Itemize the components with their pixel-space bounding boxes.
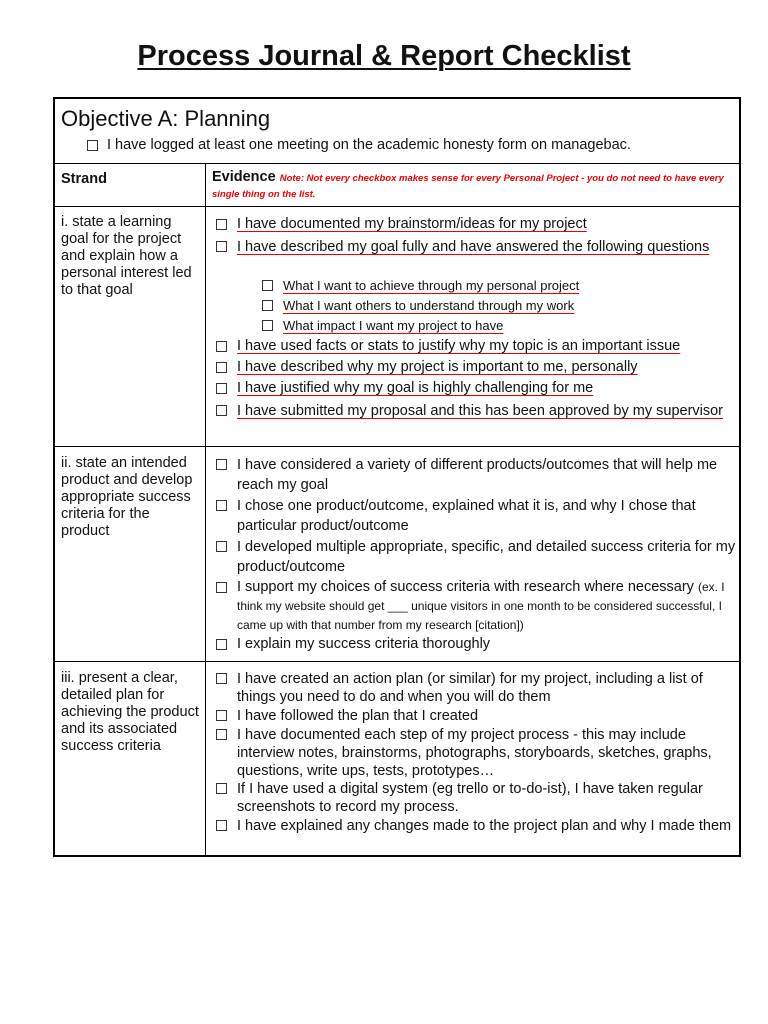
item-label: I support my choices of success criteria with research where necessary xyxy=(237,579,694,595)
list-item xyxy=(283,298,723,313)
strand-text: iii. present a clear, detailed plan for achieving the product and its associated success criteria xyxy=(61,670,199,754)
checkbox[interactable] xyxy=(216,541,227,552)
item-label: I have explained any changes made to the project plan and why I made them xyxy=(237,818,732,834)
checkbox[interactable] xyxy=(216,405,227,416)
list-item xyxy=(237,817,737,835)
list-item xyxy=(237,636,737,652)
list-item xyxy=(237,726,737,780)
list-item xyxy=(283,278,723,293)
strand-text: i. state a learning goal for the project and explain how a personal interest led to that goal xyxy=(61,214,192,298)
list-item xyxy=(237,401,737,421)
item-label: I chose one product/outcome, explained what it is, and why I chose that particular product/outcome xyxy=(237,498,696,534)
checkbox[interactable] xyxy=(216,820,227,831)
strand-header: Strand xyxy=(61,171,107,187)
evidence-header xyxy=(212,170,732,202)
page-title: Process Journal & Report Checklist xyxy=(137,40,631,72)
list-item xyxy=(237,707,737,725)
checkbox[interactable] xyxy=(262,280,273,291)
checkbox[interactable] xyxy=(216,783,227,794)
checkbox[interactable] xyxy=(216,729,227,740)
item-label: I have submitted my proposal and this has been approved by my supervisor xyxy=(237,403,724,419)
checkbox[interactable] xyxy=(216,639,227,650)
list-item xyxy=(237,537,737,577)
checkbox[interactable] xyxy=(262,300,273,311)
list-item xyxy=(237,670,737,706)
item-label: I have considered a variety of different products/outcomes that will help me reach my goal xyxy=(237,457,718,493)
list-item xyxy=(237,237,737,257)
objective-checklist-item xyxy=(87,137,631,153)
checkbox[interactable] xyxy=(216,459,227,470)
item-label: If I have used a digital system (eg trello or to-do-ist), I have taken regular screenshots to record my process. xyxy=(237,781,703,815)
list-item xyxy=(237,338,737,354)
list-item xyxy=(237,359,737,375)
item-label: I have followed the plan that I created xyxy=(237,708,479,724)
checkbox[interactable] xyxy=(216,673,227,684)
table-row xyxy=(55,206,739,447)
checkbox[interactable] xyxy=(216,582,227,593)
item-label: I have used facts or stats to justify why my topic is an important issue xyxy=(237,338,681,354)
checkbox[interactable] xyxy=(216,362,227,373)
item-label: I have documented my brainstorm/ideas for my project xyxy=(237,216,587,232)
checkbox[interactable] xyxy=(216,383,227,394)
list-item xyxy=(237,578,737,635)
item-example: (ex. I think my website should get ___ unique visitors in one month to be considered successful, I came up with that number from my research [citation]) xyxy=(237,580,725,632)
item-label: I have described why my project is important to me, personally xyxy=(237,359,638,375)
item-label: What I want to achieve through my personal project xyxy=(283,278,580,293)
table-header-row xyxy=(55,163,739,207)
objective-heading: Objective A: Planning xyxy=(61,106,271,131)
checkbox[interactable] xyxy=(216,219,227,230)
objective-section xyxy=(55,99,739,164)
item-label: I have justified why my goal is highly challenging for me xyxy=(237,380,594,396)
item-label: I have described my goal fully and have answered the following questions xyxy=(237,239,710,255)
list-item xyxy=(283,318,723,333)
list-item xyxy=(237,496,737,536)
list-item xyxy=(237,455,737,495)
item-label: What I want others to understand through my work xyxy=(283,298,575,313)
table-row xyxy=(55,662,739,857)
evidence-header-label: Evidence xyxy=(212,169,276,185)
checklist-table xyxy=(53,97,741,857)
item-label: I have documented each step of my project process - this may include interview notes, brainstorms, photographs, storyboards, sketches, graphs, questions, write ups, tests, prototypes… xyxy=(237,727,712,779)
checkbox[interactable] xyxy=(262,320,273,331)
list-item xyxy=(237,216,737,232)
item-label: What impact I want my project to have xyxy=(283,318,504,333)
strand-text: ii. state an intended product and develop appropriate success criteria for the product xyxy=(61,455,193,539)
checkbox[interactable] xyxy=(216,241,227,252)
checkbox[interactable] xyxy=(216,341,227,352)
item-label: I have created an action plan (or similar) for my project, including a list of things you need to do and when you will do them xyxy=(237,671,703,705)
table-row xyxy=(55,447,739,662)
checkbox[interactable] xyxy=(216,500,227,511)
item-label: I developed multiple appropriate, specific, and detailed success criteria for my product/outcome xyxy=(237,539,736,575)
evidence-note: Note: Not every checkbox makes sense for every Personal Project - you do not need to have every single thing on the list. xyxy=(212,173,724,200)
checkbox[interactable] xyxy=(87,140,98,151)
item-label: I explain my success criteria thoroughly xyxy=(237,636,491,652)
checkbox[interactable] xyxy=(216,710,227,721)
list-item xyxy=(237,780,737,816)
list-item xyxy=(237,380,737,396)
objective-item-label: I have logged at least one meeting on the academic honesty form on managebac. xyxy=(107,137,631,153)
